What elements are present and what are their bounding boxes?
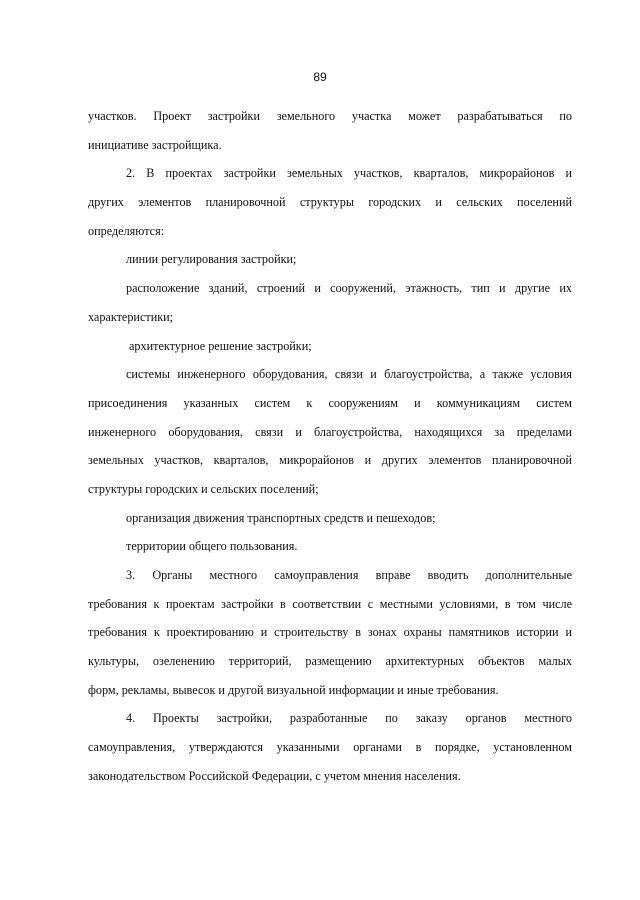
text-line: требования к проектам застройки в соответствии с местными условиями, в том числе	[88, 596, 572, 611]
text-line: земельных участков, кварталов, микрорайонов и других элементов планировочной	[88, 453, 572, 468]
text-line: других элементов планировочной структуры городских и сельских поселений	[88, 195, 572, 210]
text-line: инженерного оборудования, связи и благоустройства, находящихся за пределами	[88, 424, 572, 439]
text-line: территории общего пользования.	[126, 539, 298, 554]
text-line: организация движения транспортных средств и пешеходов;	[126, 510, 436, 525]
text-line: инициативе застройщика.	[88, 137, 222, 152]
text-line: законодательством Российской Федерации, с учетом мнения населения.	[88, 768, 461, 783]
text-line: архитектурное решение застройки;	[129, 338, 312, 353]
text-line: форм, рекламы, вывесок и другой визуальной информации и иные требования.	[88, 682, 499, 697]
text-line: присоединения указанных систем к сооружениям и коммуникациям систем	[88, 395, 572, 410]
text-line: 2. В проектах застройки земельных участков, кварталов, микрорайонов и	[126, 166, 572, 181]
text-line: линии регулирования застройки;	[126, 252, 297, 267]
text-line: 4. Проекты застройки, разработанные по заказу органов местного	[126, 711, 572, 726]
text-line: культуры, озеленению территорий, размещению архитектурных объектов малых	[88, 654, 572, 669]
text-line: характеристики;	[88, 309, 174, 324]
text-line: структуры городских и сельских поселений;	[88, 481, 319, 496]
text-line: самоуправления, утверждаются указанными органами в порядке, установленном	[88, 740, 572, 755]
text-line: 3. Органы местного самоуправления вправе вводить дополнительные	[126, 568, 572, 582]
text-line: требования к проектированию и строительству в зонах охраны памятников истории и	[88, 625, 572, 640]
document-body	[88, 108, 572, 797]
text-line: системы инженерного оборудования, связи и благоустройства, а также условия	[126, 367, 572, 382]
text-line: определяются:	[88, 223, 165, 238]
text-line: участков. Проект застройки земельного участка может разрабатываться по	[88, 109, 572, 123]
text-line: расположение зданий, строений и сооружений, этажность, тип и другие их	[126, 281, 572, 296]
page-number: 89	[313, 70, 327, 84]
